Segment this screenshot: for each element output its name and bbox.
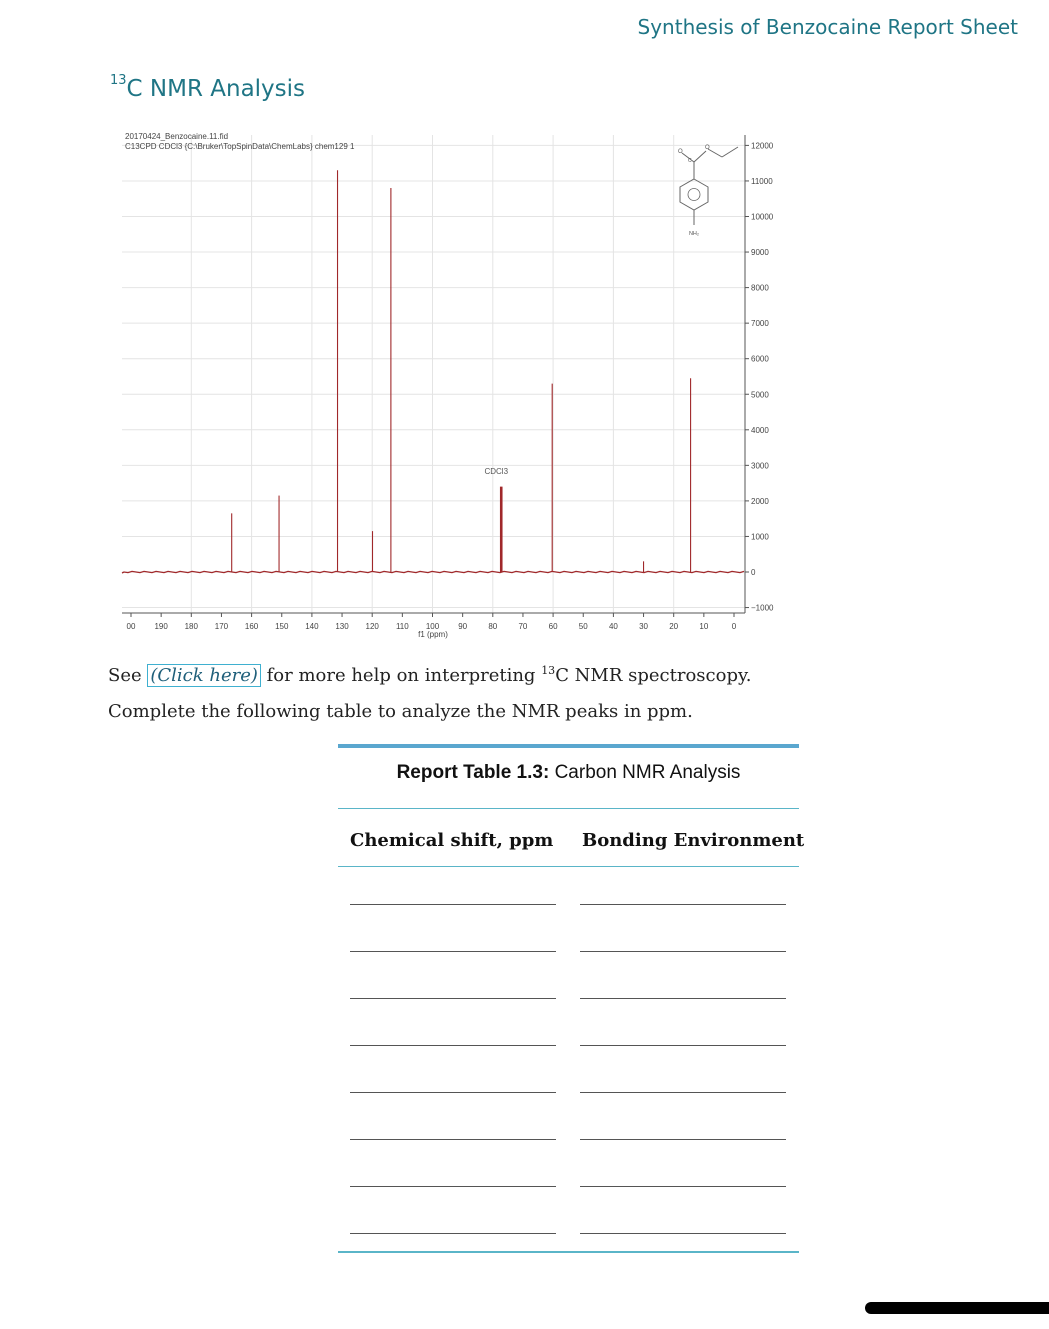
table-caption	[338, 762, 799, 784]
aromatic-circle	[688, 189, 700, 201]
x-tick-label: 90	[458, 622, 468, 631]
x-tick-label: 0	[731, 622, 737, 631]
ester-bond	[694, 151, 706, 162]
table-top-bar	[338, 744, 799, 748]
table-caption-number: Report Table 1.3:	[396, 762, 550, 783]
ethyl-bond-1	[708, 149, 722, 157]
help-text-middle: for more help on interpreting	[260, 665, 542, 686]
benzocaine-structure	[678, 145, 738, 237]
y-tick-label: 6000	[751, 354, 769, 364]
spectrum-file-name: 20170424_Benzocaine.11.fid	[125, 132, 229, 141]
section-title-text: C NMR Analysis	[126, 76, 306, 102]
y-tick-label: 1000	[751, 532, 769, 542]
table-bottom-rule	[338, 1251, 799, 1253]
y-tick-label: −1000	[751, 603, 774, 613]
column-header-environment: Bonding Environment	[582, 830, 805, 851]
x-tick-label: 00	[126, 622, 136, 631]
help-text-end: C NMR spectroscopy.	[555, 665, 752, 686]
scrollbar-indicator[interactable]	[865, 1302, 1049, 1314]
y-tick-label: 11000	[751, 176, 773, 186]
y-tick-label: 3000	[751, 461, 769, 471]
x-tick-label: 20	[669, 622, 679, 631]
x-tick-label: 80	[488, 622, 498, 631]
chemical-shift-blank[interactable]	[350, 1233, 556, 1234]
x-tick-label: 50	[578, 622, 588, 631]
ester-oxygen-label: O	[705, 145, 710, 151]
chart-grid	[122, 135, 745, 613]
bonding-environment-blank[interactable]	[580, 1092, 786, 1093]
chemical-shift-blank[interactable]	[350, 904, 556, 905]
ethyl-bond-2	[722, 147, 738, 157]
y-tick-label: 2000	[751, 496, 769, 506]
y-tick-label: 8000	[751, 283, 769, 293]
x-tick-label: 100	[425, 622, 440, 631]
x-axis-ticks	[127, 613, 737, 631]
carbonyl-carbon-label: C	[688, 158, 692, 164]
help-superscript: 13	[541, 664, 556, 677]
y-tick-label: 9000	[751, 248, 769, 258]
y-tick-label: 4000	[751, 425, 769, 435]
x-axis-label: f1 (ppm)	[418, 630, 448, 639]
bonding-environment-blank[interactable]	[580, 1186, 786, 1187]
chemical-shift-blank[interactable]	[350, 1045, 556, 1046]
column-header-shift: Chemical shift, ppm	[350, 830, 554, 851]
bonding-environment-blank[interactable]	[580, 904, 786, 905]
x-tick-label: 120	[365, 622, 379, 631]
spectrum-peaks	[232, 170, 691, 572]
x-tick-label: 160	[244, 622, 259, 631]
table-caption-title: Carbon NMR Analysis	[549, 762, 741, 783]
x-tick-label: 190	[154, 622, 168, 631]
x-tick-label: 170	[214, 622, 229, 631]
x-tick-label: 60	[548, 622, 558, 631]
amine-label: NH₂	[688, 231, 700, 237]
report-sheet-title: Synthesis of Benzocaine Report Sheet	[637, 15, 1018, 39]
chemical-shift-blank[interactable]	[350, 1092, 556, 1093]
x-tick-label: 130	[335, 622, 349, 631]
chemical-shift-blank[interactable]	[350, 1186, 556, 1187]
bonding-environment-blank[interactable]	[580, 1139, 786, 1140]
x-tick-label: 140	[305, 622, 319, 631]
x-tick-label: 180	[184, 622, 198, 631]
y-tick-label: 0	[751, 568, 756, 577]
bonding-environment-blank[interactable]	[580, 998, 786, 999]
chemical-shift-blank[interactable]	[350, 1139, 556, 1140]
bonding-environment-blank[interactable]	[580, 1233, 786, 1234]
y-tick-label: 12000	[751, 141, 774, 151]
solvent-peak-label: CDCl3	[484, 467, 509, 476]
help-link[interactable]: (Click here)	[147, 664, 261, 687]
spectrum-acquisition-info: C13CPD CDCl3 {C:\Bruker\TopSpinData\ChemLabs} chem129 1	[125, 142, 355, 151]
x-tick-label: 10	[699, 622, 709, 631]
chemical-shift-blank[interactable]	[350, 951, 556, 952]
y-tick-label: 5000	[751, 390, 769, 400]
table-header-rule	[338, 866, 799, 867]
benzene-ring	[680, 179, 708, 210]
carbonyl-oxygen-label: O	[678, 149, 683, 155]
x-tick-label: 150	[275, 622, 289, 631]
instruction-text: Complete the following table to analyze the NMR peaks in ppm.	[108, 701, 693, 722]
table-caption-rule	[338, 808, 799, 809]
x-tick-label: 40	[608, 622, 618, 631]
section-title-superscript: 13	[110, 73, 127, 89]
nmr-spectrum-chart	[0, 125, 800, 645]
help-paragraph	[108, 664, 751, 686]
help-text-start: See	[108, 665, 148, 686]
bonding-environment-blank[interactable]	[580, 951, 786, 952]
x-tick-label: 110	[395, 622, 409, 631]
y-tick-label: 7000	[751, 319, 769, 329]
section-title	[110, 73, 306, 102]
y-axis-ticks	[745, 141, 774, 612]
y-tick-label: 10000	[751, 212, 774, 222]
x-tick-label: 30	[639, 622, 649, 631]
chemical-shift-blank[interactable]	[350, 998, 556, 999]
x-tick-label: 70	[518, 622, 528, 631]
bonding-environment-blank[interactable]	[580, 1045, 786, 1046]
